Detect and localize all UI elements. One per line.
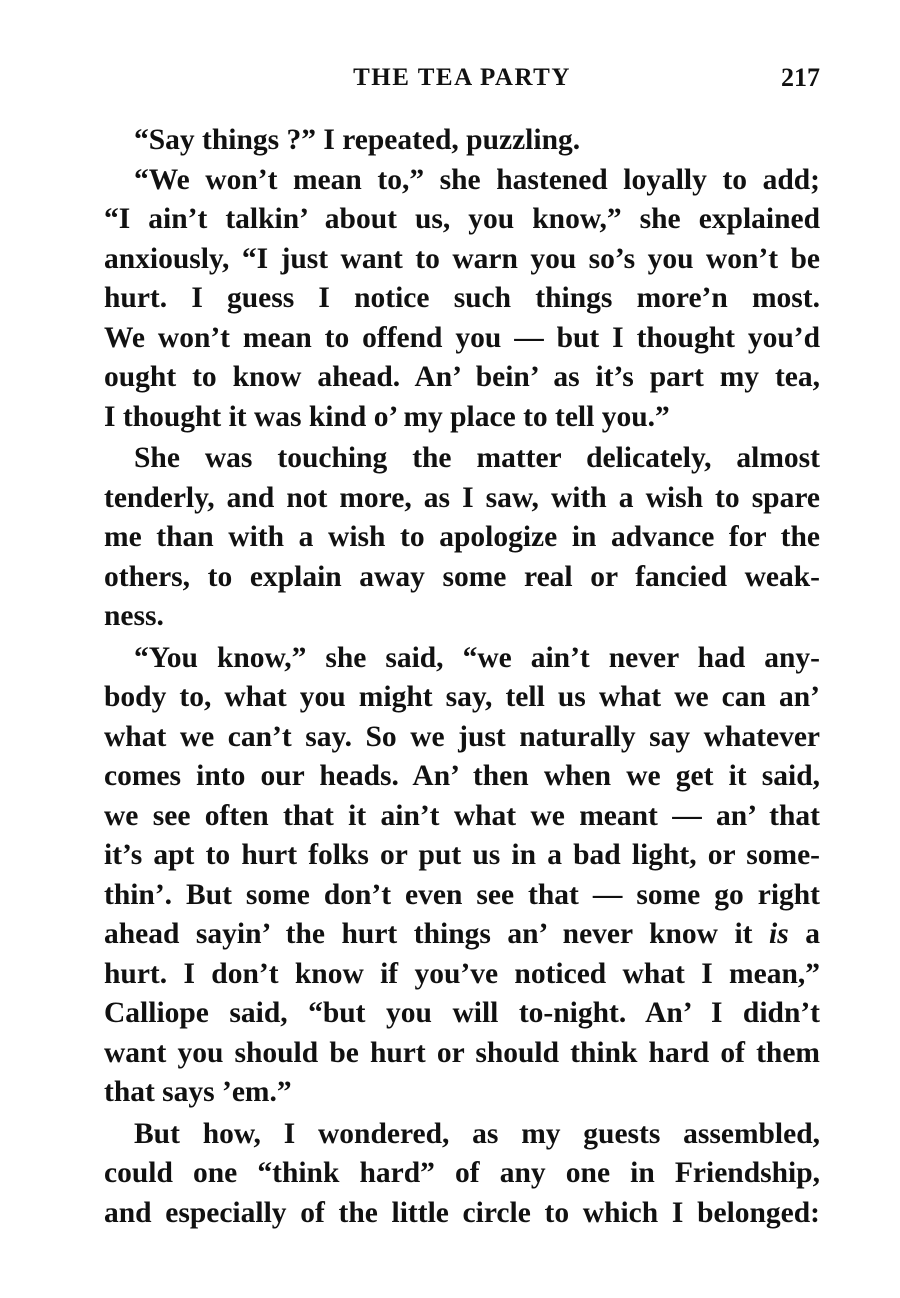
text-line: ness. [104,600,164,632]
paragraph-say-things [104,121,820,161]
text-line: comes into our heads. An’ then when we get it said, [104,760,820,792]
text-line: “We won’t mean to,” she hastened loyally to add; [134,163,820,196]
paragraph-delicately [104,439,820,637]
page-number: 217 [781,63,820,92]
text-line: that says ’em.” [104,1076,292,1108]
paragraph-but-how [104,1115,820,1234]
text-line: We won’t mean to offend you — but I thought you’d [104,321,820,354]
running-head [104,58,820,98]
paragraph-warning [104,161,820,438]
text-line: But how, I wondered, as my guests assembled, [134,1117,820,1150]
text-line: hurt. I don’t know if you’ve noticed what I mean,” [104,957,820,990]
text-line: body to, what you might say, tell us what we can an’ [104,681,820,713]
text-line: want you should be hurt or should think hard of them [104,1036,820,1069]
text-line: She was touching the matter delicately, almost [134,442,820,474]
text-line: “I ain’t talkin’ about us, you know,” she explained [104,203,820,235]
text-line: I thought it was kind o’ my place to tell you.” [104,400,670,433]
text-segment: ahead sayin’ the hurt things an’ never know it [104,918,753,950]
text-line: “Say things ?” I repeated, puzzling. [134,124,581,156]
text-line: what we can’t say. So we just naturally say whatever [104,720,820,753]
text-segment: a [805,918,820,950]
running-title: THE TEA PARTY [353,64,571,91]
text-line: and especially of the little circle to which I belonged: [104,1196,820,1229]
text-line: thin’. But some don’t even see that — some go right [104,878,820,911]
text-line [104,915,820,955]
text-line: anxiously, “I just want to warn you so’s you won’t be [104,242,820,275]
text-line: tenderly, and not more, as I saw, with a wish to spare [104,481,820,514]
text-line: hurt. I guess I notice such things more’n most. [104,282,820,314]
text-line: Calliope said, “but you will to-night. An’ I didn’t [104,997,820,1029]
text-line: “You know,” she said, “we ain’t never had any- [134,641,820,674]
text-line: me than with a wish to apologize in advance for the [104,521,820,553]
text-line: ought to know ahead. An’ bein’ as it’s part my tea, [104,361,820,393]
text-line: others, to explain away some real or fancied weak- [104,560,820,593]
body-text [104,121,820,1233]
text-line: it’s apt to hurt folks or put us in a bad light, or some- [104,839,820,871]
paragraph-you-know [104,639,820,1113]
italic-emphasis: is [769,918,789,950]
text-line: could one “think hard” of any one in Friendship, [104,1157,820,1189]
text-line: we see often that it ain’t what we meant — an’ that [104,799,820,832]
